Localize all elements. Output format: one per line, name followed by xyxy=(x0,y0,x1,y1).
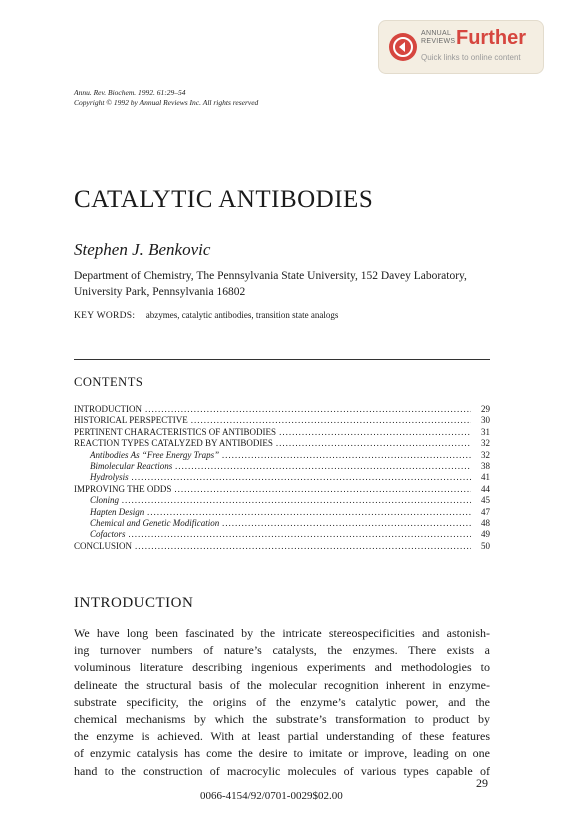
toc-page: 49 xyxy=(481,529,490,540)
keywords xyxy=(74,310,338,321)
toc-subentry[interactable] xyxy=(74,518,490,529)
toc-label: PERTINENT CHARACTERISTICS OF ANTIBODIES xyxy=(74,426,277,437)
toc-page: 30 xyxy=(481,415,490,426)
article-title: CATALYTIC ANTIBODIES xyxy=(74,186,374,213)
toc-leader xyxy=(132,472,471,483)
quick-links-label: Quick links to online content xyxy=(421,53,521,62)
toc-page: 31 xyxy=(481,426,490,437)
toc-page: 45 xyxy=(481,495,490,506)
toc-page: 32 xyxy=(481,438,490,449)
toc-page: 48 xyxy=(481,517,490,528)
toc-page: 47 xyxy=(481,506,490,517)
toc-leader xyxy=(175,461,471,472)
body-line: substrate specificity, the origins of the enzyme’s catalytic power, and the xyxy=(74,694,490,709)
toc-label: Hydrolysis xyxy=(90,472,129,483)
toc-entry[interactable] xyxy=(74,438,490,449)
keywords-label: KEY WORDS: xyxy=(74,311,136,321)
toc-page: 29 xyxy=(481,404,490,414)
annual-reviews-further-banner[interactable] xyxy=(378,20,544,74)
table-of-contents xyxy=(74,404,490,552)
body-line: ing turnover numbers of nature’s catalysts, the enzymes. There exists a xyxy=(74,643,490,658)
body-line: We have long been fascinated by the intricate stereospecificities and astonish- xyxy=(74,626,490,640)
toc-label: IMPROVING THE ODDS xyxy=(74,483,172,494)
toc-leader xyxy=(129,529,471,540)
toc-entry[interactable] xyxy=(74,415,490,426)
toc-subentry[interactable] xyxy=(74,507,490,518)
toc-label: HISTORICAL PERSPECTIVE xyxy=(74,415,188,426)
toc-label: Cofactors xyxy=(90,529,126,540)
toc-label: Bimolecular Reactions xyxy=(90,460,173,471)
keywords-text: abzymes, catalytic antibodies, transition state analogs xyxy=(145,310,339,320)
toc-subentry[interactable] xyxy=(74,461,490,472)
body-line: voluminous literature describing ingenious experiments and methodologies to xyxy=(74,660,490,675)
author-name: Stephen J. Benkovic xyxy=(74,240,211,259)
toc-leader xyxy=(276,438,471,449)
toc-subentry[interactable] xyxy=(74,529,490,540)
toc-entry[interactable] xyxy=(74,484,490,495)
toc-leader xyxy=(222,450,471,461)
toc-entry[interactable] xyxy=(74,541,490,552)
citation-line: Annu. Rev. Biochem. 1992. 61:29–54 xyxy=(74,88,186,97)
toc-leader xyxy=(122,495,471,506)
author-affiliation: Department of Chemistry, The Pennsylvania State University, 152 Davey Laboratory, University Park, Pennsylvania 16802 xyxy=(74,270,467,298)
toc-label: Antibodies As “Free Energy Traps” xyxy=(90,449,220,460)
annual-reviews-logo-icon xyxy=(389,33,417,61)
toc-page: 41 xyxy=(481,472,490,483)
toc-leader xyxy=(222,518,471,529)
body-line: chemical mechanisms by which the substrate’s transformation to product by xyxy=(74,711,490,726)
toc-entry[interactable] xyxy=(74,404,490,415)
journal-citation xyxy=(74,88,258,108)
toc-leader xyxy=(147,507,471,518)
annual-reviews-wordmark: ANNUAL REVIEWS xyxy=(421,30,456,45)
toc-entry[interactable] xyxy=(74,427,490,438)
toc-page: 44 xyxy=(481,483,490,494)
toc-page: 38 xyxy=(481,460,490,471)
toc-label: Hapten Design xyxy=(90,506,145,517)
toc-label: Chemical and Genetic Modification xyxy=(90,517,220,528)
section-heading-introduction: INTRODUCTION xyxy=(74,595,194,611)
toc-subentry[interactable] xyxy=(74,450,490,461)
toc-leader xyxy=(145,404,471,415)
toc-leader xyxy=(135,541,471,552)
article-code: 0066-4154/92/0701-0029$02.00 xyxy=(200,790,343,802)
toc-leader xyxy=(191,415,471,426)
toc-subentry[interactable] xyxy=(74,495,490,506)
page-number: 29 xyxy=(476,776,488,790)
toc-label: REACTION TYPES CATALYZED BY ANTIBODIES xyxy=(74,438,273,449)
toc-subentry[interactable] xyxy=(74,472,490,483)
toc-page: 50 xyxy=(481,540,490,551)
introduction-body xyxy=(74,625,490,780)
toc-leader xyxy=(279,427,471,438)
section-divider xyxy=(74,359,490,360)
body-line: of enzymic catalysis has come the desire to imitate or improve, leading on one xyxy=(74,746,490,761)
toc-page: 32 xyxy=(481,449,490,460)
toc-label: CONCLUSION xyxy=(74,540,133,551)
toc-label: INTRODUCTION xyxy=(74,404,142,414)
toc-label: Cloning xyxy=(90,495,120,506)
copyright-line: Copyright © 1992 by Annual Reviews Inc. All rights reserved xyxy=(74,98,259,107)
body-line: the enzyme is achieved. With at least partial understanding of these features xyxy=(74,729,490,744)
toc-leader xyxy=(174,484,471,495)
contents-heading: CONTENTS xyxy=(74,375,144,389)
further-label: Further xyxy=(456,27,526,49)
body-line: hand to the construction of macrocylic molecules of various types capable of xyxy=(74,763,490,778)
body-line: delineate the structural basis of the molecular recognition inherent in enzyme- xyxy=(74,677,490,692)
